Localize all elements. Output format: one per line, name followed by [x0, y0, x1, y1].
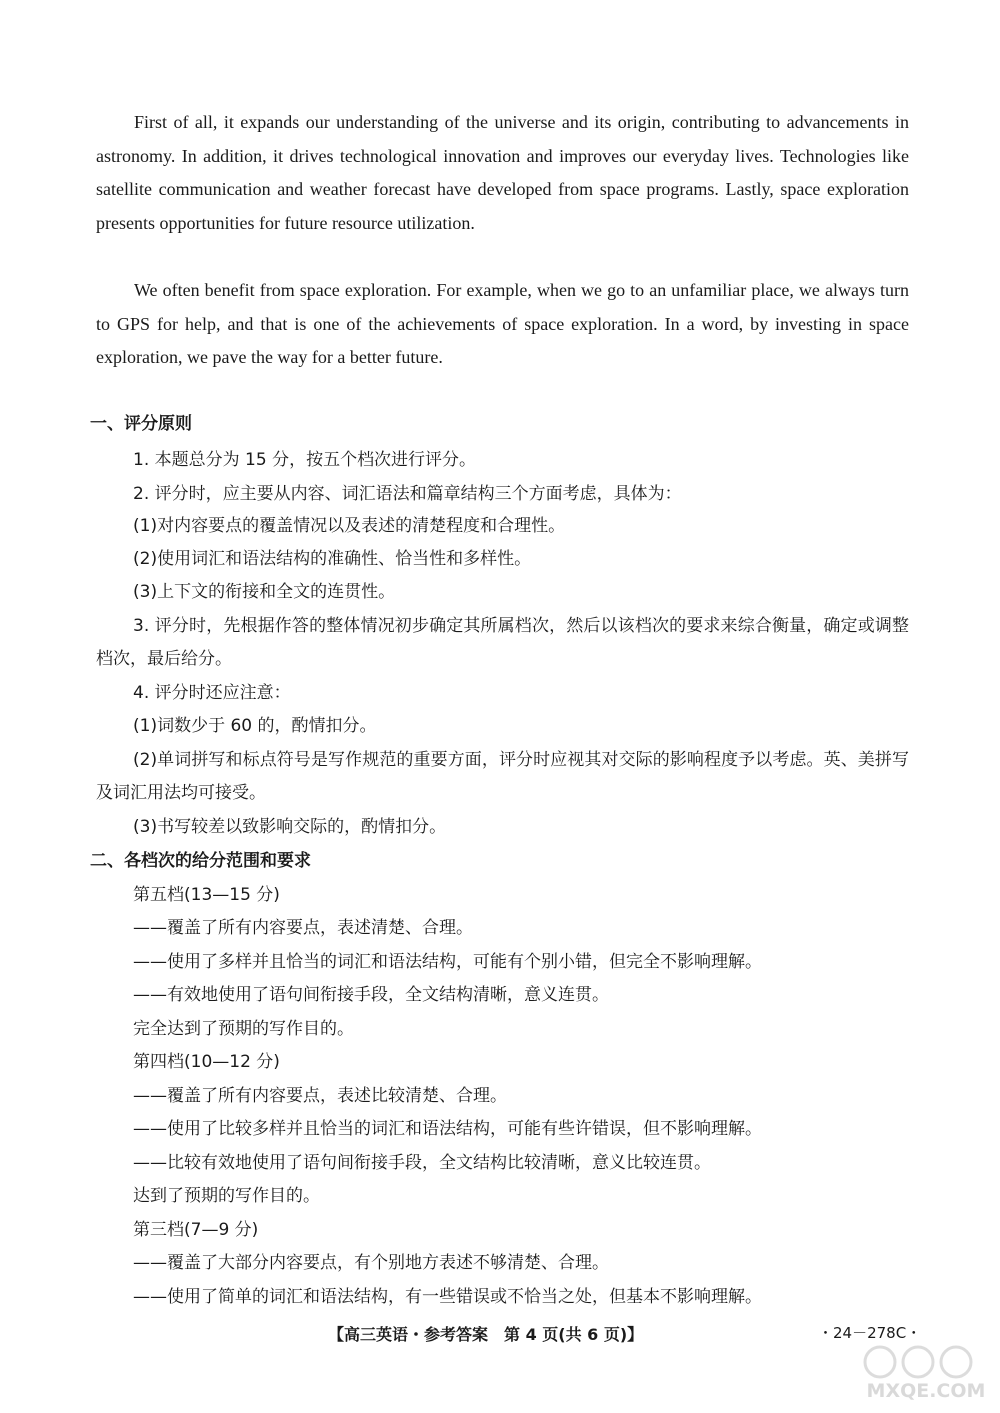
- principle-item: 1. 本题总分为 15 分，按五个档次进行评分。: [133, 450, 477, 470]
- principle-item: (1)对内容要点的覆盖情况以及表述的清楚程度和合理性。: [133, 516, 566, 536]
- principle-item: (1)词数少于 60 的，酌情扣分。: [133, 716, 377, 736]
- level-criterion: ——覆盖了大部分内容要点，有个别地方表述不够清楚、合理。: [133, 1253, 609, 1273]
- level-summary: 完全达到了预期的写作目的。: [133, 1019, 354, 1039]
- level-criterion: ——有效地使用了语句间衔接手段，全文结构清晰，意义连贯。: [133, 985, 609, 1005]
- essay-paragraph-1: First of all, it expands our understanding of the universe and its origin, contributing to advancements in astronomy. In addition, it drives technological innovation and improves our everyday lives. Technologies like satellite communication and weather forecast have developed from space programs. Lastly, space exploration presents opportunities for future resource utilization.: [96, 112, 909, 233]
- principle-item: 4. 评分时还应注意：: [133, 683, 291, 703]
- level-criterion: ——使用了简单的词汇和语法结构，有一些错误或不恰当之处，但基本不影响理解。: [133, 1287, 762, 1307]
- level-title: 第四档(10—12 分): [133, 1052, 280, 1072]
- principle-item-wrapped: (2)单词拼写和标点符号是写作规范的重要方面，评分时应视其对交际的影响程度予以考虑。英、美拼写及词汇用法均可接受。: [96, 750, 909, 803]
- level-title: 第三档(7—9 分): [133, 1220, 259, 1240]
- level-criterion: ——覆盖了所有内容要点，表述清楚、合理。: [133, 918, 473, 938]
- footer-doc-code: ・24－278C・: [818, 1324, 922, 1342]
- level-criterion: ——使用了多样并且恰当的词汇和语法结构，可能有个别小错，但完全不影响理解。: [133, 952, 762, 972]
- section-heading-principles: 一、评分原则: [90, 414, 192, 434]
- level-summary: 达到了预期的写作目的。: [133, 1186, 320, 1206]
- level-title: 第五档(13—15 分): [133, 885, 280, 905]
- principle-item: (3)上下文的衔接和全文的连贯性。: [133, 582, 396, 602]
- watermark-logo-icon: [860, 1342, 992, 1382]
- watermark-text: MXQE.COM: [866, 1380, 986, 1402]
- level-criterion: ——比较有效地使用了语句间衔接手段，全文结构比较清晰，意义比较连贯。: [133, 1153, 711, 1173]
- principle-item: (2)使用词汇和语法结构的准确性、恰当性和多样性。: [133, 549, 532, 569]
- section-heading-levels: 二、各档次的给分范围和要求: [90, 851, 311, 871]
- essay-paragraph-2: We often benefit from space exploration. For example, when we go to an unfamiliar place, we always turn to GPS for help, and that is one of the achievements of space exploration. In a word, by investing in space exploration, we pave the way for a better future.: [96, 280, 909, 367]
- site-watermark: [860, 1342, 992, 1408]
- level-criterion: ——覆盖了所有内容要点，表述比较清楚、合理。: [133, 1086, 507, 1106]
- level-criterion: ——使用了比较多样并且恰当的词汇和语法结构，可能有些许错误，但不影响理解。: [133, 1119, 762, 1139]
- page-footer: [0, 1322, 1000, 1346]
- principle-item-wrapped: 3. 评分时，先根据作答的整体情况初步确定其所属档次，然后以该档次的要求来综合衡量，确定或调整档次，最后给分。: [96, 616, 909, 669]
- footer-page-info: 【高三英语・参考答案 第 4 页(共 6 页)】: [328, 1325, 644, 1344]
- principle-item: (3)书写较差以致影响交际的，酌情扣分。: [133, 817, 447, 837]
- principle-item: 2. 评分时，应主要从内容、词汇语法和篇章结构三个方面考虑，具体为：: [133, 484, 682, 504]
